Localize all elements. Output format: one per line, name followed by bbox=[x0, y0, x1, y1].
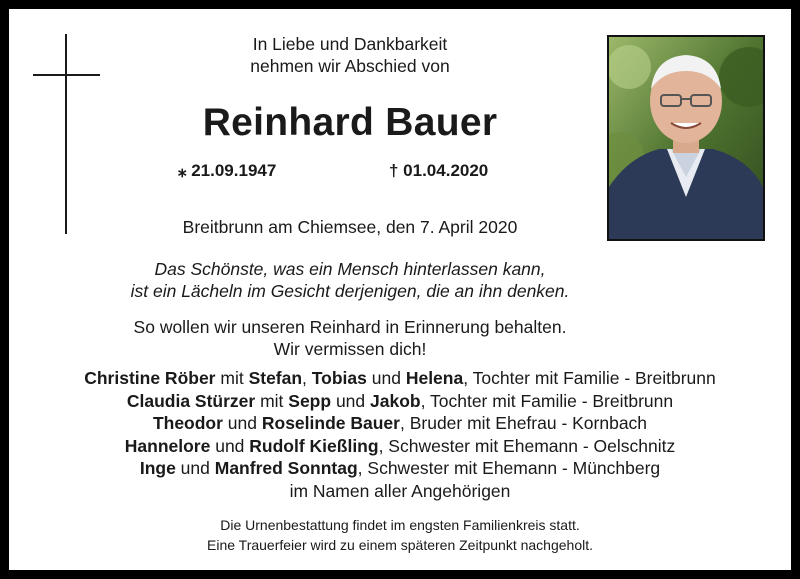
family-member-name: Manfred Sonntag bbox=[214, 458, 358, 478]
family-text: mit bbox=[215, 368, 249, 388]
family-text: und bbox=[175, 458, 215, 478]
family-text: , Schwester mit Ehemann - Oelschnitz bbox=[378, 435, 676, 456]
family-line bbox=[9, 390, 791, 413]
remembrance-line: Wir vermissen dich! bbox=[273, 339, 427, 359]
family-text: , Bruder mit Ehefrau - Kornbach bbox=[399, 413, 648, 433]
family-text: , Tochter mit Familie - Breitbrunn bbox=[463, 368, 716, 388]
place-date: Breitbrunn am Chiemsee, den 7. April 2020 bbox=[182, 217, 518, 237]
family-line bbox=[9, 367, 791, 390]
quote-line: ist ein Lächeln im Gesicht derjenigen, die an ihn denken. bbox=[130, 281, 570, 301]
family-member-name: Roselinde Bauer bbox=[261, 413, 400, 433]
portrait-photo bbox=[607, 35, 765, 241]
family-line bbox=[9, 412, 791, 435]
intro-text bbox=[9, 33, 691, 77]
family-member-name: Hannelore bbox=[124, 435, 211, 456]
intro-line: In Liebe und Dankbarkeit bbox=[252, 34, 448, 54]
family-member-name: Christine Röber bbox=[84, 368, 216, 388]
intro-line: nehmen wir Abschied von bbox=[250, 56, 450, 76]
remembrance-text bbox=[9, 316, 691, 360]
family-member-name: Sepp bbox=[288, 390, 332, 411]
family-text: im Namen aller Angehörigen bbox=[289, 480, 511, 501]
family-text: und bbox=[366, 368, 406, 388]
family-line bbox=[9, 480, 791, 503]
family-member-name: Jakob bbox=[370, 390, 421, 411]
family-text: , Schwester mit Ehemann - Münchberg bbox=[357, 458, 661, 478]
family-member-name: Theodor bbox=[152, 413, 223, 433]
footer-note bbox=[9, 515, 791, 555]
birth-date: ⁎ 21.09.1947 bbox=[178, 161, 277, 180]
family-member-name: Rudolf Kießling bbox=[249, 435, 379, 456]
family-text: und bbox=[222, 413, 262, 433]
death-date: † 01.04.2020 bbox=[389, 161, 489, 180]
portrait-image bbox=[609, 37, 763, 239]
obituary-card bbox=[9, 9, 791, 570]
family-text: und bbox=[331, 390, 371, 411]
family-member-name: Helena bbox=[405, 368, 464, 388]
family-line bbox=[9, 457, 791, 480]
family-line bbox=[9, 435, 791, 458]
memorial-quote bbox=[9, 258, 691, 302]
family-text: , bbox=[302, 368, 312, 388]
quote-line: Das Schönste, was ein Mensch hinterlassen kann, bbox=[154, 259, 546, 279]
family-text: mit bbox=[255, 390, 289, 411]
deceased-name: Reinhard Bauer bbox=[202, 101, 498, 144]
family-member-name: Tobias bbox=[311, 368, 367, 388]
family-member-name: Inge bbox=[139, 458, 176, 478]
footer-line: Eine Trauerfeier wird zu einem späteren Zeitpunkt nachgeholt. bbox=[207, 537, 593, 553]
family-text: , Tochter mit Familie - Breitbrunn bbox=[420, 390, 674, 411]
family-text: und bbox=[210, 435, 250, 456]
family-member-name: Claudia Stürzer bbox=[126, 390, 256, 411]
family-member-name: Stefan bbox=[248, 368, 303, 388]
family-list bbox=[9, 367, 791, 502]
remembrance-line: So wollen wir unseren Reinhard in Erinnerung behalten. bbox=[133, 317, 567, 337]
footer-line: Die Urnenbestattung findet im engsten Familienkreis statt. bbox=[220, 517, 580, 533]
